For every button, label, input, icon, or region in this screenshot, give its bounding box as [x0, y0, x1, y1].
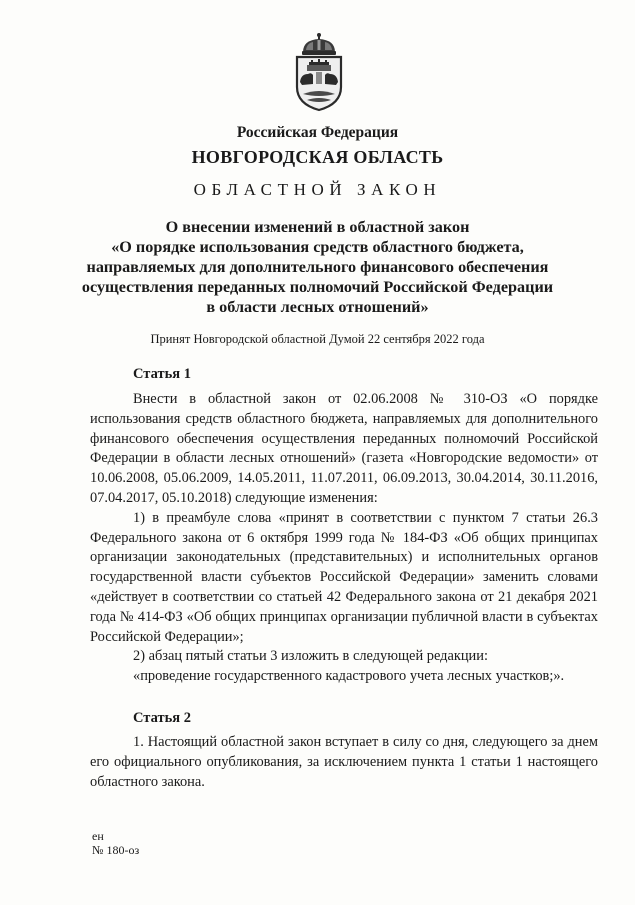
document-footer [92, 829, 139, 857]
region-name: НОВГОРОДСКАЯ ОБЛАСТЬ [191, 147, 444, 167]
document-type: ОБЛАСТНОЙ ЗАКОН [193, 180, 442, 199]
law-title-line: в области лесных отношений» [206, 298, 429, 316]
article-paragraph: «проведение государственного кадастрового учета лесных участков;». [133, 668, 565, 685]
article-paragraph: 1) в преамбуле слова «принят в соответствии с пунктом 7 статьи 26.3 Федерального закона от 6 октября 1999 года № 184-ФЗ «Об общих принципах организации законодательных (представительных) и исполнительных органов государственной власти субъектов Российской Федерации» заменить словами «действует в соответствии со статьей 42 Федерального закона от 21 декабря 2021 года № 414-ФЗ «Об общих принципах организации публичной власти в субъектах Российской Федерации»; [90, 509, 598, 645]
article-1-heading: Статья 1 [133, 366, 191, 382]
article-paragraph: 1. Настоящий областной закон вступает в силу со дня, следующего за днем его официального опубликования, за исключением пункта 1 статьи 1 настоящего областного закона. [90, 734, 598, 790]
operator-initials: ен [92, 829, 104, 843]
document-number: № 180-оз [92, 843, 140, 857]
law-title [0, 217, 635, 317]
law-title-line: осуществления переданных полномочий Российской Федерации [81, 278, 554, 296]
law-title-line: О внесении изменений в областной закон [165, 218, 470, 236]
country-name: Российская Федерация [236, 124, 399, 141]
article-paragraph: 2) абзац пятый статьи 3 изложить в следующей редакции: [133, 648, 488, 665]
article-paragraph: Внести в областной закон от 02.06.2008 № 310-ОЗ «О порядке использования средств областного бюджета, направляемых для дополнительного финансового обеспечения осуществления переданных полномочий Российской Федерации в области лесных отношений» (газета «Новгородские ведомости» от 10.06.2008, 05.06.2009, 14.05.2011, 11.07.2011, 06.09.2013, 30.04.2014, 30.11.2016, 07.04.2017, 05.10.2018) следующие изменения: [90, 391, 598, 506]
article-2-heading: Статья 2 [133, 710, 191, 726]
article-1-body [90, 390, 598, 687]
adoption-note: Принят Новгородской областной Думой 22 сентября 2022 года [150, 332, 485, 346]
coat-of-arms-icon [289, 32, 349, 112]
law-title-line: «О порядке использования средств областного бюджета, [111, 238, 524, 256]
article-2-body [90, 733, 598, 792]
law-title-line: направляемых для дополнительного финансового обеспечения [86, 258, 549, 276]
